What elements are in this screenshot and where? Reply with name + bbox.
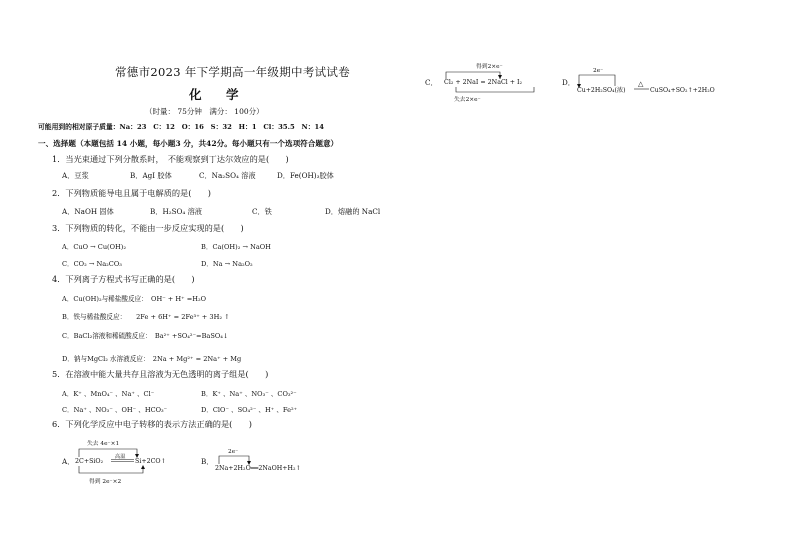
q3-option-c: C．CO₂ → Na₂CO₃ — [62, 260, 122, 268]
transfer-diagram-c — [444, 60, 554, 105]
q6-option-b-label: B． — [201, 457, 214, 466]
q3-option-d: D．Na → Na₂O₂ — [201, 260, 253, 268]
question-4-stem: 4．下列离子方程式书写正确的是( ) — [52, 274, 195, 284]
transfer-diagram-a — [75, 436, 165, 486]
q4-option-d: D．钠与MgCl₂ 水溶液反应： 2Na + Mg²⁺ = 2Na⁺ + Mg — [62, 355, 242, 363]
transfer-diagram-d — [577, 66, 727, 101]
q5-option-d: D．ClO⁻ 、SO₄²⁻ 、H⁺ 、Fe²⁺ — [201, 406, 298, 414]
q2-option-a: A．NaOH 固体 — [62, 207, 114, 216]
transfer-a-top: 失去 4e⁻×1 — [87, 441, 120, 447]
transfer-d-products: CuSO₄+SO₂↑+2H₂O — [650, 87, 715, 94]
transfer-diagram-b — [215, 446, 325, 476]
q5-option-b: B．K⁺ 、Na⁺ 、NO₃⁻ 、CO₃²⁻ — [201, 390, 297, 398]
q1-option-a: A．豆浆 — [62, 171, 89, 180]
question-3-stem: 3．下列物质的转化，不能由一步反应实现的是( ) — [52, 223, 244, 233]
time-score: （时量： 75分钟 满分： 100分） — [145, 107, 264, 116]
subject-title: 化 学 — [189, 87, 245, 102]
q1-option-d: D．Fe(OH)₃胶体 — [277, 171, 334, 180]
question-2-stem: 2．下列物质能导电且属于电解质的是( ) — [52, 188, 211, 198]
question-5-stem: 5．在溶液中能大量共存且溶液为无色透明的离子组是( ) — [52, 369, 269, 379]
transfer-d-reactants: Cu+2H₂SO₄(浓) — [577, 87, 626, 94]
q4-option-a: A．Cu(OH)₂与稀盐酸反应： OH⁻ + H⁺ =H₂O — [62, 295, 207, 303]
transfer-d-condition: △ — [638, 80, 644, 88]
transfer-b-equation: 2Na+2H₂O══2NaOH+H₂↑ — [215, 465, 301, 472]
q5-option-a: A．K⁺ 、MnO₄⁻ 、Na⁺ 、Cl⁻ — [62, 390, 155, 398]
q4-option-c: C．BaCl₂溶液和稀硫酸反应： Ba²⁺ +SO₄²⁻=BaSO₄↓ — [62, 332, 229, 340]
q6-option-d-label: D． — [562, 78, 575, 87]
transfer-b-top: 2e⁻ — [228, 449, 239, 455]
transfer-c-top: 得到2×e⁻ — [476, 64, 503, 70]
transfer-a-products: Si+2CO↑ — [135, 458, 166, 465]
q4-option-b: B．铁与稀盐酸反应： 2Fe + 6H⁺ = 2Fe³⁺ + 3H₂ ↑ — [62, 313, 230, 321]
question-1-stem: 1．当光束通过下列分散系时， 不能观察到丁达尔效应的是( ) — [52, 154, 289, 164]
transfer-a-condition: 高温 — [115, 454, 126, 460]
q2-option-b: B．H₂SO₄ 溶液 — [150, 207, 202, 216]
q1-option-b: B．AgI 胶体 — [130, 171, 172, 180]
section-heading: 一、选择题（本题包括 14 小题，每小题3 分，共42分。每小题只有一个选项符合题意） — [38, 139, 339, 148]
transfer-c-bottom: 失去2×e⁻ — [454, 97, 481, 103]
q1-option-c: C．Na₂SO₄ 溶液 — [199, 171, 256, 180]
q6-option-a-label: A． — [62, 457, 75, 466]
transfer-a-reactants: 2C+SiO₂ — [75, 458, 104, 465]
q3-option-a: A．CuO → Cu(OH)₂ — [62, 243, 127, 251]
atomic-masses: 可能用到的相对原子质量：Na：23 C：12 O：16 S：32 H：1 Cl：35.5 N：14 — [38, 123, 324, 131]
transfer-a-bottom: 得到 2e⁻×2 — [89, 479, 122, 485]
transfer-d-top: 2e⁻ — [593, 68, 604, 74]
q5-option-c: C．Na⁺ 、NO₃⁻ 、OH⁻ 、HCO₃⁻ — [62, 406, 168, 414]
q2-option-c: C．铁 — [252, 207, 272, 216]
q6-option-c-label: C． — [425, 78, 438, 87]
q3-option-b: B．Ca(OH)₂ → NaOH — [201, 243, 271, 251]
q2-option-d: D．熔融的 NaCl — [325, 207, 381, 216]
transfer-c-equation: Cl₂ + 2NaI = 2NaCl + I₂ — [444, 79, 523, 86]
question-6-stem: 6．下列化学反应中电子转移的表示方法正确的是( ) — [52, 419, 252, 429]
page-title: 常德市2023 年下学期高一年级期中考试试卷 — [115, 65, 351, 79]
